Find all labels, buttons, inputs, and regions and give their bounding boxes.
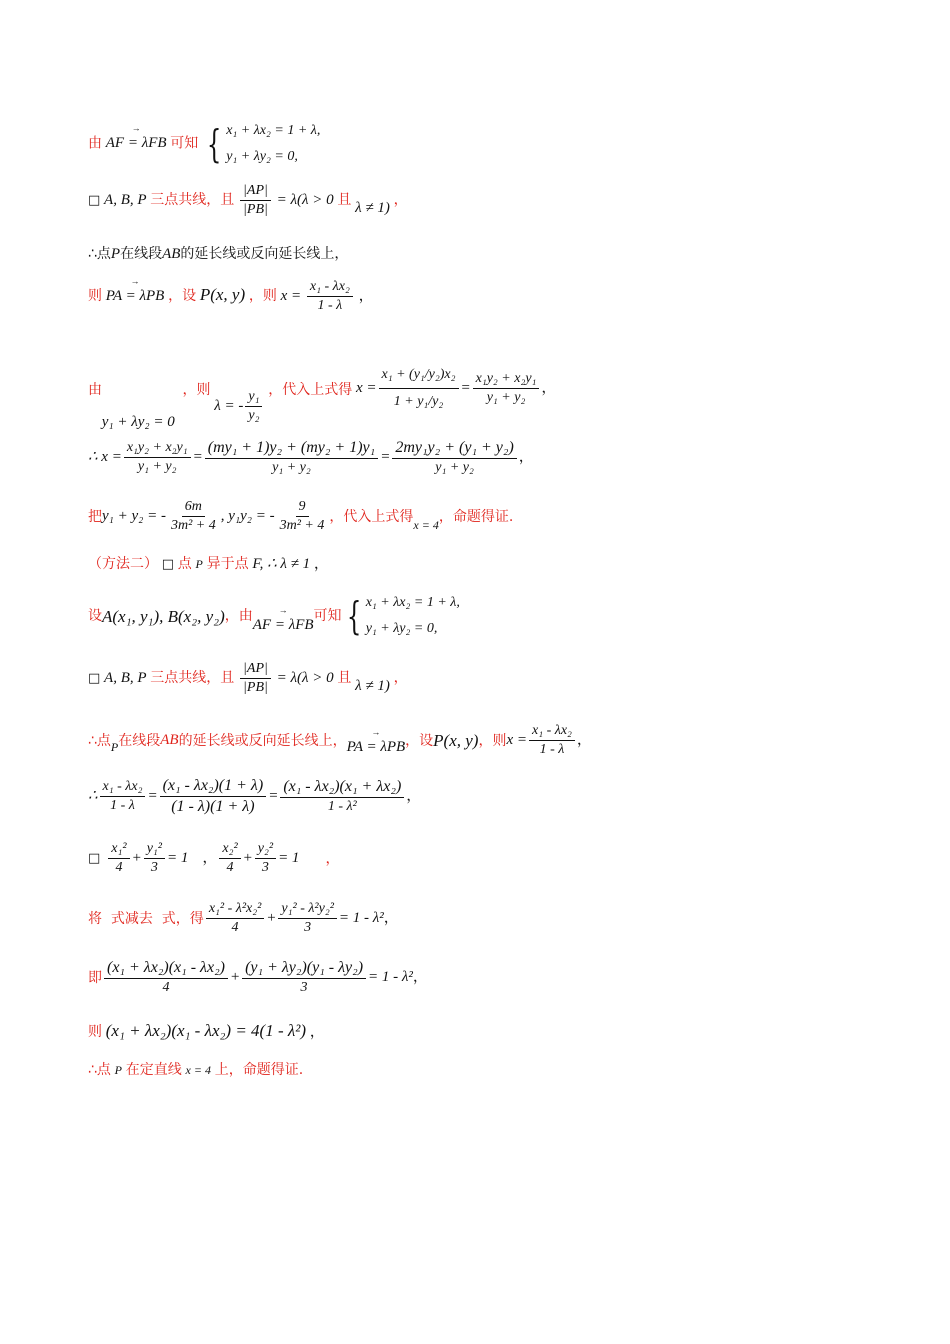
text: 且 bbox=[337, 669, 352, 686]
text: ，代入上式得 bbox=[268, 382, 353, 398]
text: 在定直线 bbox=[125, 1062, 182, 1078]
text: 的延长线或反向延长线上， bbox=[180, 246, 349, 262]
text: 即 bbox=[88, 969, 102, 986]
point: P bbox=[195, 557, 203, 571]
fraction: $\frac{\text{(x₁ - λx₂)(1 + λ)}}{(1 - \lambda)(1 + \lambda)}$ bbox=[160, 778, 267, 815]
text: 的延长线或反向延长线上， bbox=[178, 732, 347, 749]
line-11 bbox=[88, 724, 592, 757]
line-1 bbox=[88, 118, 320, 170]
fraction: $\frac{\text{x₁ - λx₂}}{1 - \lambda}$ bbox=[307, 280, 353, 313]
text: 可知 bbox=[313, 608, 342, 624]
expression: x = 4 bbox=[185, 1063, 211, 1077]
box-symbol: □ bbox=[88, 851, 101, 866]
text: 点 bbox=[177, 556, 192, 572]
expression: = 1 bbox=[166, 850, 189, 866]
fraction: $\frac{\text{2my₁y₂ + (y₁ + y₂)}}{\text{y₁ + y₂}}$ bbox=[392, 440, 516, 475]
equation: y₁ + λy₂ = 0, bbox=[226, 149, 298, 164]
expression: ∴ x = bbox=[88, 449, 122, 465]
punct: ， bbox=[518, 449, 534, 465]
punct: ， bbox=[202, 850, 218, 866]
fraction: $\frac{6m}{\text{3m² + 4}}$ bbox=[170, 499, 216, 533]
punct: ， bbox=[358, 287, 374, 304]
line-17 bbox=[88, 1063, 303, 1078]
text: ，设 bbox=[405, 732, 434, 749]
condition: y₁ + λy₂ = 0 bbox=[101, 414, 175, 430]
line-3 bbox=[88, 247, 348, 262]
vector-expression: → PA = λPB bbox=[106, 289, 165, 304]
expression: = λ(λ > 0 bbox=[276, 669, 334, 686]
text: 设 bbox=[88, 608, 102, 624]
point: P bbox=[114, 1063, 123, 1077]
fraction: $\frac{|AP|}{|PB|}$ bbox=[240, 662, 271, 695]
text: ∴点 bbox=[88, 246, 111, 262]
text: ，由 bbox=[224, 608, 253, 624]
box-symbol: □ bbox=[88, 192, 101, 208]
text: 由 bbox=[88, 135, 102, 152]
punct: ， bbox=[313, 556, 329, 572]
fraction: $\frac{\text{x₁y₂ + x₂y₁}}{\text{y₁ + y₂}}$ bbox=[124, 441, 191, 474]
fraction: $\frac{9}{\text{3m² + 4}}$ bbox=[279, 499, 325, 533]
result: x = 4 bbox=[413, 517, 439, 532]
substitution: x = $\frac{\text{x₁ + (y₁/y₂)x₂}}{\text{1 + y₁/y₂}}$ = $\frac{\text{x₁y₂ + x₂y₁}}{\text{y₁ + y₂}}$ ， bbox=[355, 367, 557, 409]
text: ，则 bbox=[182, 382, 211, 398]
expression: = λ(λ > 0 bbox=[276, 191, 334, 208]
line-12: ∴ $\frac{\text{x₁ - λx₂}}{1 - \lambda}$ = $\frac{\text{(x₁ - λx₂)(1 + λ)}}{(1 - \lambda)(1 + \lambda)}$ = $\frac{\text{(x₁ - λx₂)(x₁ + λx₂)}}{\text{1 - λ²}}$ ， bbox=[88, 777, 422, 815]
expression: λ ≠ 1) bbox=[355, 199, 390, 216]
point: P(x, y) bbox=[433, 731, 479, 750]
line-5 bbox=[88, 340, 557, 430]
expression: x = bbox=[280, 287, 302, 304]
line-15: 即 $\frac{\text{(x₁ + λx₂)(x₁ - λx₂)}}{4}$ + $\frac{\text{(y₁ + λy₂)(y₁ - λy₂)}}{3}$ = 1 - λ² ， bbox=[88, 959, 428, 995]
text: 将 式减去 式，得 bbox=[88, 910, 204, 927]
fraction: $\frac{\text{x₁²}}{4}$ bbox=[108, 842, 129, 875]
lambda-expression: λ = - $\frac{\text{y₁}}{\text{y₂}}$ bbox=[214, 390, 264, 423]
point: P(x, y) bbox=[199, 284, 246, 304]
fraction: $\frac{\text{x₁ - λx₂}}{1 - \lambda}$ bbox=[100, 780, 146, 813]
equation-system: { x₁ + λx₂ = 1 + λ, y₁ + λy₂ = 0, bbox=[202, 118, 320, 170]
text: ，则 bbox=[248, 287, 277, 304]
fraction: $\frac{\text{(x₁ + λx₂)(x₁ - λx₂)}}{4}$ bbox=[104, 960, 228, 995]
fraction: $\frac{\text{x₁ - λx₂}}{1 - \lambda}$ bbox=[529, 724, 575, 757]
box-symbol: □ bbox=[88, 670, 101, 686]
symbol: ∴ bbox=[88, 788, 98, 804]
text: 三点共线，且 bbox=[150, 669, 235, 686]
line-8 bbox=[88, 557, 329, 572]
text: ，则 bbox=[478, 732, 507, 749]
text: 可知 bbox=[170, 135, 199, 152]
punct: ， bbox=[412, 969, 428, 985]
fraction: $\frac{\text{(y₁ + λy₂)(y₁ - λy₂)}}{3}$ bbox=[242, 960, 366, 995]
text: ∴点 bbox=[88, 732, 111, 749]
box-symbol: □ bbox=[161, 557, 175, 572]
text: ，命题得证. bbox=[438, 508, 514, 525]
vector-expression: → AF = λFB bbox=[106, 136, 167, 151]
text: 上，命题得证. bbox=[214, 1062, 304, 1078]
expression: = 1 bbox=[278, 850, 300, 866]
line-9 bbox=[88, 590, 460, 642]
expression: F, ∴ λ ≠ 1 bbox=[252, 556, 311, 572]
punct: ， bbox=[393, 191, 408, 208]
punct: ， bbox=[309, 1024, 325, 1040]
text: 把 bbox=[88, 508, 102, 525]
equation: x₁ + λx₂ = 1 + λ, bbox=[226, 123, 321, 138]
expression: , y₁y₂ = - bbox=[220, 508, 275, 524]
text: （方法二） bbox=[88, 556, 158, 572]
points: A, B, P bbox=[104, 669, 147, 686]
point: P bbox=[110, 246, 121, 262]
text: 由 bbox=[88, 382, 102, 398]
line-6: ∴ x = $\frac{\text{x₁y₂ + x₂y₁}}{\text{y₁ + y₂}}$ = $\frac{\text{(my₁ + 1)y₂ + (my₂ + 1)y₁}}{\text{y₁ + y₂}}$ = $\frac{\text{2my₁y₂ + (y₁ + y₂)}}{\text{y₁ + y₂}}$ ， bbox=[88, 439, 534, 475]
fraction: $\frac{\text{x₁² - λ²x₂²}}{4}$ bbox=[206, 902, 264, 935]
expression: = 1 - λ² bbox=[338, 910, 384, 926]
fraction: $\frac{\text{y₁² - λ²y₂²}}{3}$ bbox=[278, 902, 336, 935]
text: 则 bbox=[88, 1024, 102, 1040]
fraction: $\frac{\text{(x₁ - λx₂)(x₁ + λx₂)}}{\text{1 - λ²}}$ bbox=[280, 779, 404, 814]
text: ∴点 bbox=[88, 1062, 111, 1078]
punct: ， bbox=[325, 850, 340, 867]
text: 且 bbox=[337, 191, 352, 208]
fraction: $\frac{|AP|}{|PB|}$ bbox=[240, 184, 271, 217]
point: P bbox=[110, 739, 119, 754]
punct: ， bbox=[383, 910, 399, 926]
expression: y₁ + y₂ = - bbox=[102, 508, 166, 524]
line-13: □ $\frac{\text{x₁²}}{4}$ + $\frac{\text{y₁²}}{3}$ = 1 ， $\frac{\text{x₂²}}{4}$ + $\frac{\text{y₂²}}{3}$ = 1 ， bbox=[88, 841, 340, 875]
text: 在线段 bbox=[120, 246, 163, 262]
fraction: $\frac{\text{(my₁ + 1)y₂ + (my₂ + 1)y₁}}{\text{y₁ + y₂}}$ bbox=[205, 440, 378, 475]
points: A(x₁, y₁), B(x₂, y₂) bbox=[102, 606, 225, 626]
text: 三点共线，且 bbox=[150, 191, 235, 208]
text: 则 bbox=[88, 287, 102, 304]
text: 异于点 bbox=[206, 556, 249, 572]
segment: AB bbox=[160, 732, 179, 748]
line-4 bbox=[88, 280, 374, 313]
line-14: 将 式减去 式，得 $\frac{\text{x₁² - λ²x₂²}}{4}$ + $\frac{\text{y₁² - λ²y₂²}}{3}$ = 1 - λ² ， bbox=[88, 901, 399, 935]
punct: ， bbox=[406, 788, 422, 804]
expression: x = bbox=[506, 732, 528, 748]
punct: ， bbox=[576, 732, 592, 748]
expression: = 1 - λ² bbox=[368, 969, 413, 985]
vector-expression: → AF = λFB bbox=[253, 618, 314, 633]
line-10 bbox=[88, 662, 408, 695]
expression: (x₁ + λx₂)(x₁ - λx₂) = 4(1 - λ²) bbox=[105, 1021, 306, 1040]
line-2 bbox=[88, 184, 408, 217]
text: ，代入上式得 bbox=[329, 508, 414, 525]
line-16 bbox=[88, 1022, 325, 1040]
vector-expression: → PA = λPB bbox=[347, 740, 406, 755]
punct: ， bbox=[393, 669, 408, 686]
fraction: $\frac{\text{x₂²}}{4}$ bbox=[219, 842, 240, 875]
fraction: $\frac{\text{y₂²}}{3}$ bbox=[255, 842, 276, 875]
equation-system: { x₁ + λx₂ = 1 + λ, y₁ + λy₂ = 0, bbox=[346, 594, 460, 638]
text: 在线段 bbox=[118, 732, 161, 749]
expression: λ ≠ 1) bbox=[355, 677, 390, 694]
fraction: $\frac{\text{y₁²}}{3}$ bbox=[144, 842, 165, 875]
line-7 bbox=[88, 500, 513, 533]
segment: AB bbox=[162, 246, 181, 262]
text: ，设 bbox=[168, 287, 197, 304]
points: A, B, P bbox=[104, 191, 147, 208]
